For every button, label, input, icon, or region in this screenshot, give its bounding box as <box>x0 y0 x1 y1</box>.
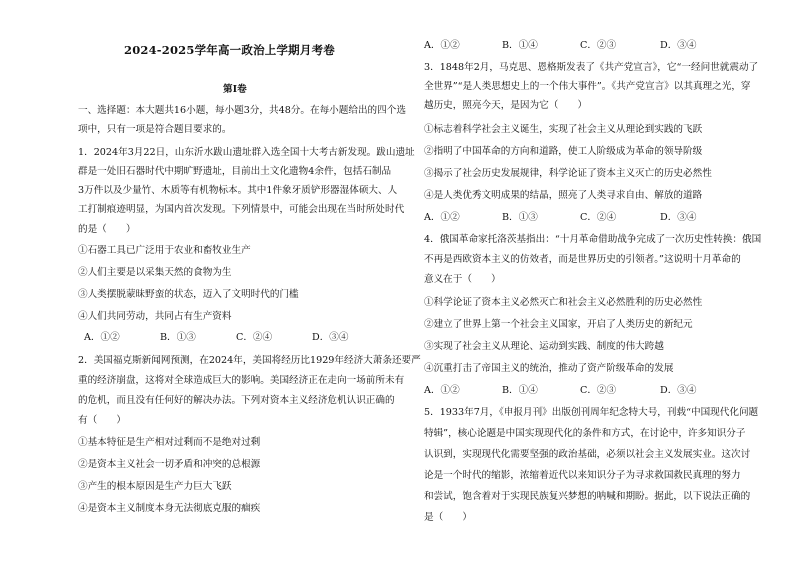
option-c[interactable]: C．②④ <box>580 212 617 223</box>
option-b[interactable]: B．①③ <box>502 212 538 223</box>
q1-line: 1．2024年3月22日，山东沂水跋山遗址群入选全国十大考古新发现。跋山遗址 <box>78 147 415 158</box>
q3-statement: ④是人类优秀文明成果的结晶，照亮了人类寻求自由、解放的道路 <box>424 190 703 201</box>
q2-line: 的危机，而且没有任何好的解决办法。下列对资本主义经济危机认识正确的 <box>78 395 395 406</box>
option-b[interactable]: B．①③ <box>160 332 196 343</box>
option-a[interactable]: A．①② <box>424 40 460 51</box>
q3-statement: ①标志着科学社会主义诞生，实现了社会主义从理论到实践的飞跃 <box>424 124 703 135</box>
q1-line: 群是一处旧石器时代中期旷野遗址，目前出土文化遗物4余件，包括石制品 <box>78 166 392 177</box>
q3-statement: ②指明了中国革命的方向和道路，使工人阶级成为革命的领导阶级 <box>424 146 703 157</box>
q1-statement: ①石器工具已广泛用于农业和畜牧业生产 <box>78 245 251 256</box>
option-c[interactable]: C．②④ <box>236 332 273 343</box>
q3-line: 全世界”“是人类思想史上的一个伟大事件”。《共产党宣言》以其真理之光，穿 <box>424 81 751 92</box>
option-d[interactable]: D．③④ <box>660 212 697 223</box>
q4-line: 不再是西欧资本主义的仿效者，而是世界历史的引领者。”这说明十月革命的 <box>424 254 741 265</box>
option-a[interactable]: A．①② <box>424 212 460 223</box>
q5-line: 是（ ） <box>424 512 472 523</box>
q2-line: 重的经济崩盘，这将对全球造成巨大的影响。美国经济正在走向一场前所未有 <box>78 375 405 386</box>
exam-title: 2024-2025学年高一政治上学期月考卷 <box>124 43 335 57</box>
section-heading: 一、选择题：本大题共16小题，每小题3分，共48分。在每小题给出的四个选 <box>78 105 406 116</box>
option-d[interactable]: D．③④ <box>660 40 697 51</box>
q5-line: 论是一个时代的缩影，浓缩着近代以来知识分子为寻求救国救民真理的努力 <box>424 470 741 481</box>
q1-statement: ③人类摆脱蒙昧野蛮的状态，迈入了文明时代的门槛 <box>78 289 299 300</box>
q4-statement: ③实现了社会主义从理论、运动到实践、制度的伟大跨越 <box>424 341 664 352</box>
q4-line: 4．俄国革命家托洛茨基指出：“十月革命借助战争完成了一次历史性转换：俄国 <box>424 234 762 245</box>
option-c[interactable]: C．②③ <box>580 40 617 51</box>
option-d[interactable]: D．③④ <box>660 385 697 396</box>
q1-line: 3万件以及少量竹、木质等有机物标本。其中1件象牙质铲形器湿体硕大、人 <box>78 185 398 196</box>
q5-line: 5．1933年7月，《申报月刊》出版创刊周年纪念特大号，刊载“中国现代化问题 <box>424 407 759 418</box>
q4-statement: ②建立了世界上第一个社会主义国家，开启了人类历史的新纪元 <box>424 319 693 330</box>
q1-statement: ④人们共同劳动，共同占有生产资料 <box>78 311 232 322</box>
option-a[interactable]: A．①② <box>424 385 460 396</box>
q5-line: 和尝试，饱含着对于实现民族复兴梦想的呐喊和期盼。据此，以下说法正确的 <box>424 491 751 502</box>
q1-line: 工打制痕迹明显，为国内首次发现。下列情景中，可能会出现在当时所处时代 <box>78 204 405 215</box>
option-a[interactable]: A．①② <box>84 332 120 343</box>
q2-line: 有（ ） <box>78 415 126 426</box>
q2-statement: ③产生的根本原因是生产力巨大飞跃 <box>78 481 232 492</box>
q4-statement: ①科学论证了资本主义必然灭亡和社会主义必然胜利的历史必然性 <box>424 297 703 308</box>
option-c[interactable]: C．②③ <box>580 385 617 396</box>
q2-line: 2．美国福克斯新闻网预测，在2024年，美国将经历比1929年经济大萧条还要严 <box>78 355 421 366</box>
q1-statement: ②人们主要是以采集天然的食物为生 <box>78 267 232 278</box>
q2-statement: ④是资本主义制度本身无法彻底克服的痼疾 <box>78 503 261 514</box>
q5-line: 认识到，实现现代化需要坚强的政治基础，必须以社会主义发展实业。这次讨 <box>424 449 751 460</box>
section-heading-cont: 项中，只有一项是符合题目要求的。 <box>78 124 232 135</box>
option-b[interactable]: B．①④ <box>502 40 538 51</box>
q2-statement: ②是资本主义社会一切矛盾和冲突的总根源 <box>78 459 261 470</box>
q1-line: 的是（ ） <box>78 224 136 235</box>
q5-line: 特辑”，核心论题是中国实现现代化的条件和方式，在讨论中，许多知识分子 <box>424 428 746 439</box>
option-b[interactable]: B．①④ <box>502 385 538 396</box>
q3-statement: ③揭示了社会历史发展规律，科学论证了资本主义灭亡的历史必然性 <box>424 168 712 179</box>
q3-line: 越历史，照亮今天，是因为它（ ） <box>424 100 588 111</box>
option-d[interactable]: D．③④ <box>312 332 349 343</box>
part-label: 第Ⅰ卷 <box>223 84 247 95</box>
q2-statement: ①基本特征是生产相对过剩而不是绝对过剩 <box>78 437 261 448</box>
q3-line: 3．1848年2月，马克思、恩格斯发表了《共产党宣言》，它“一经问世就震动了 <box>424 62 759 73</box>
q4-line: 意义在于（ ） <box>424 274 501 285</box>
q4-statement: ④沉重打击了帝国主义的统治，推动了资产阶级革命的发展 <box>424 363 674 374</box>
